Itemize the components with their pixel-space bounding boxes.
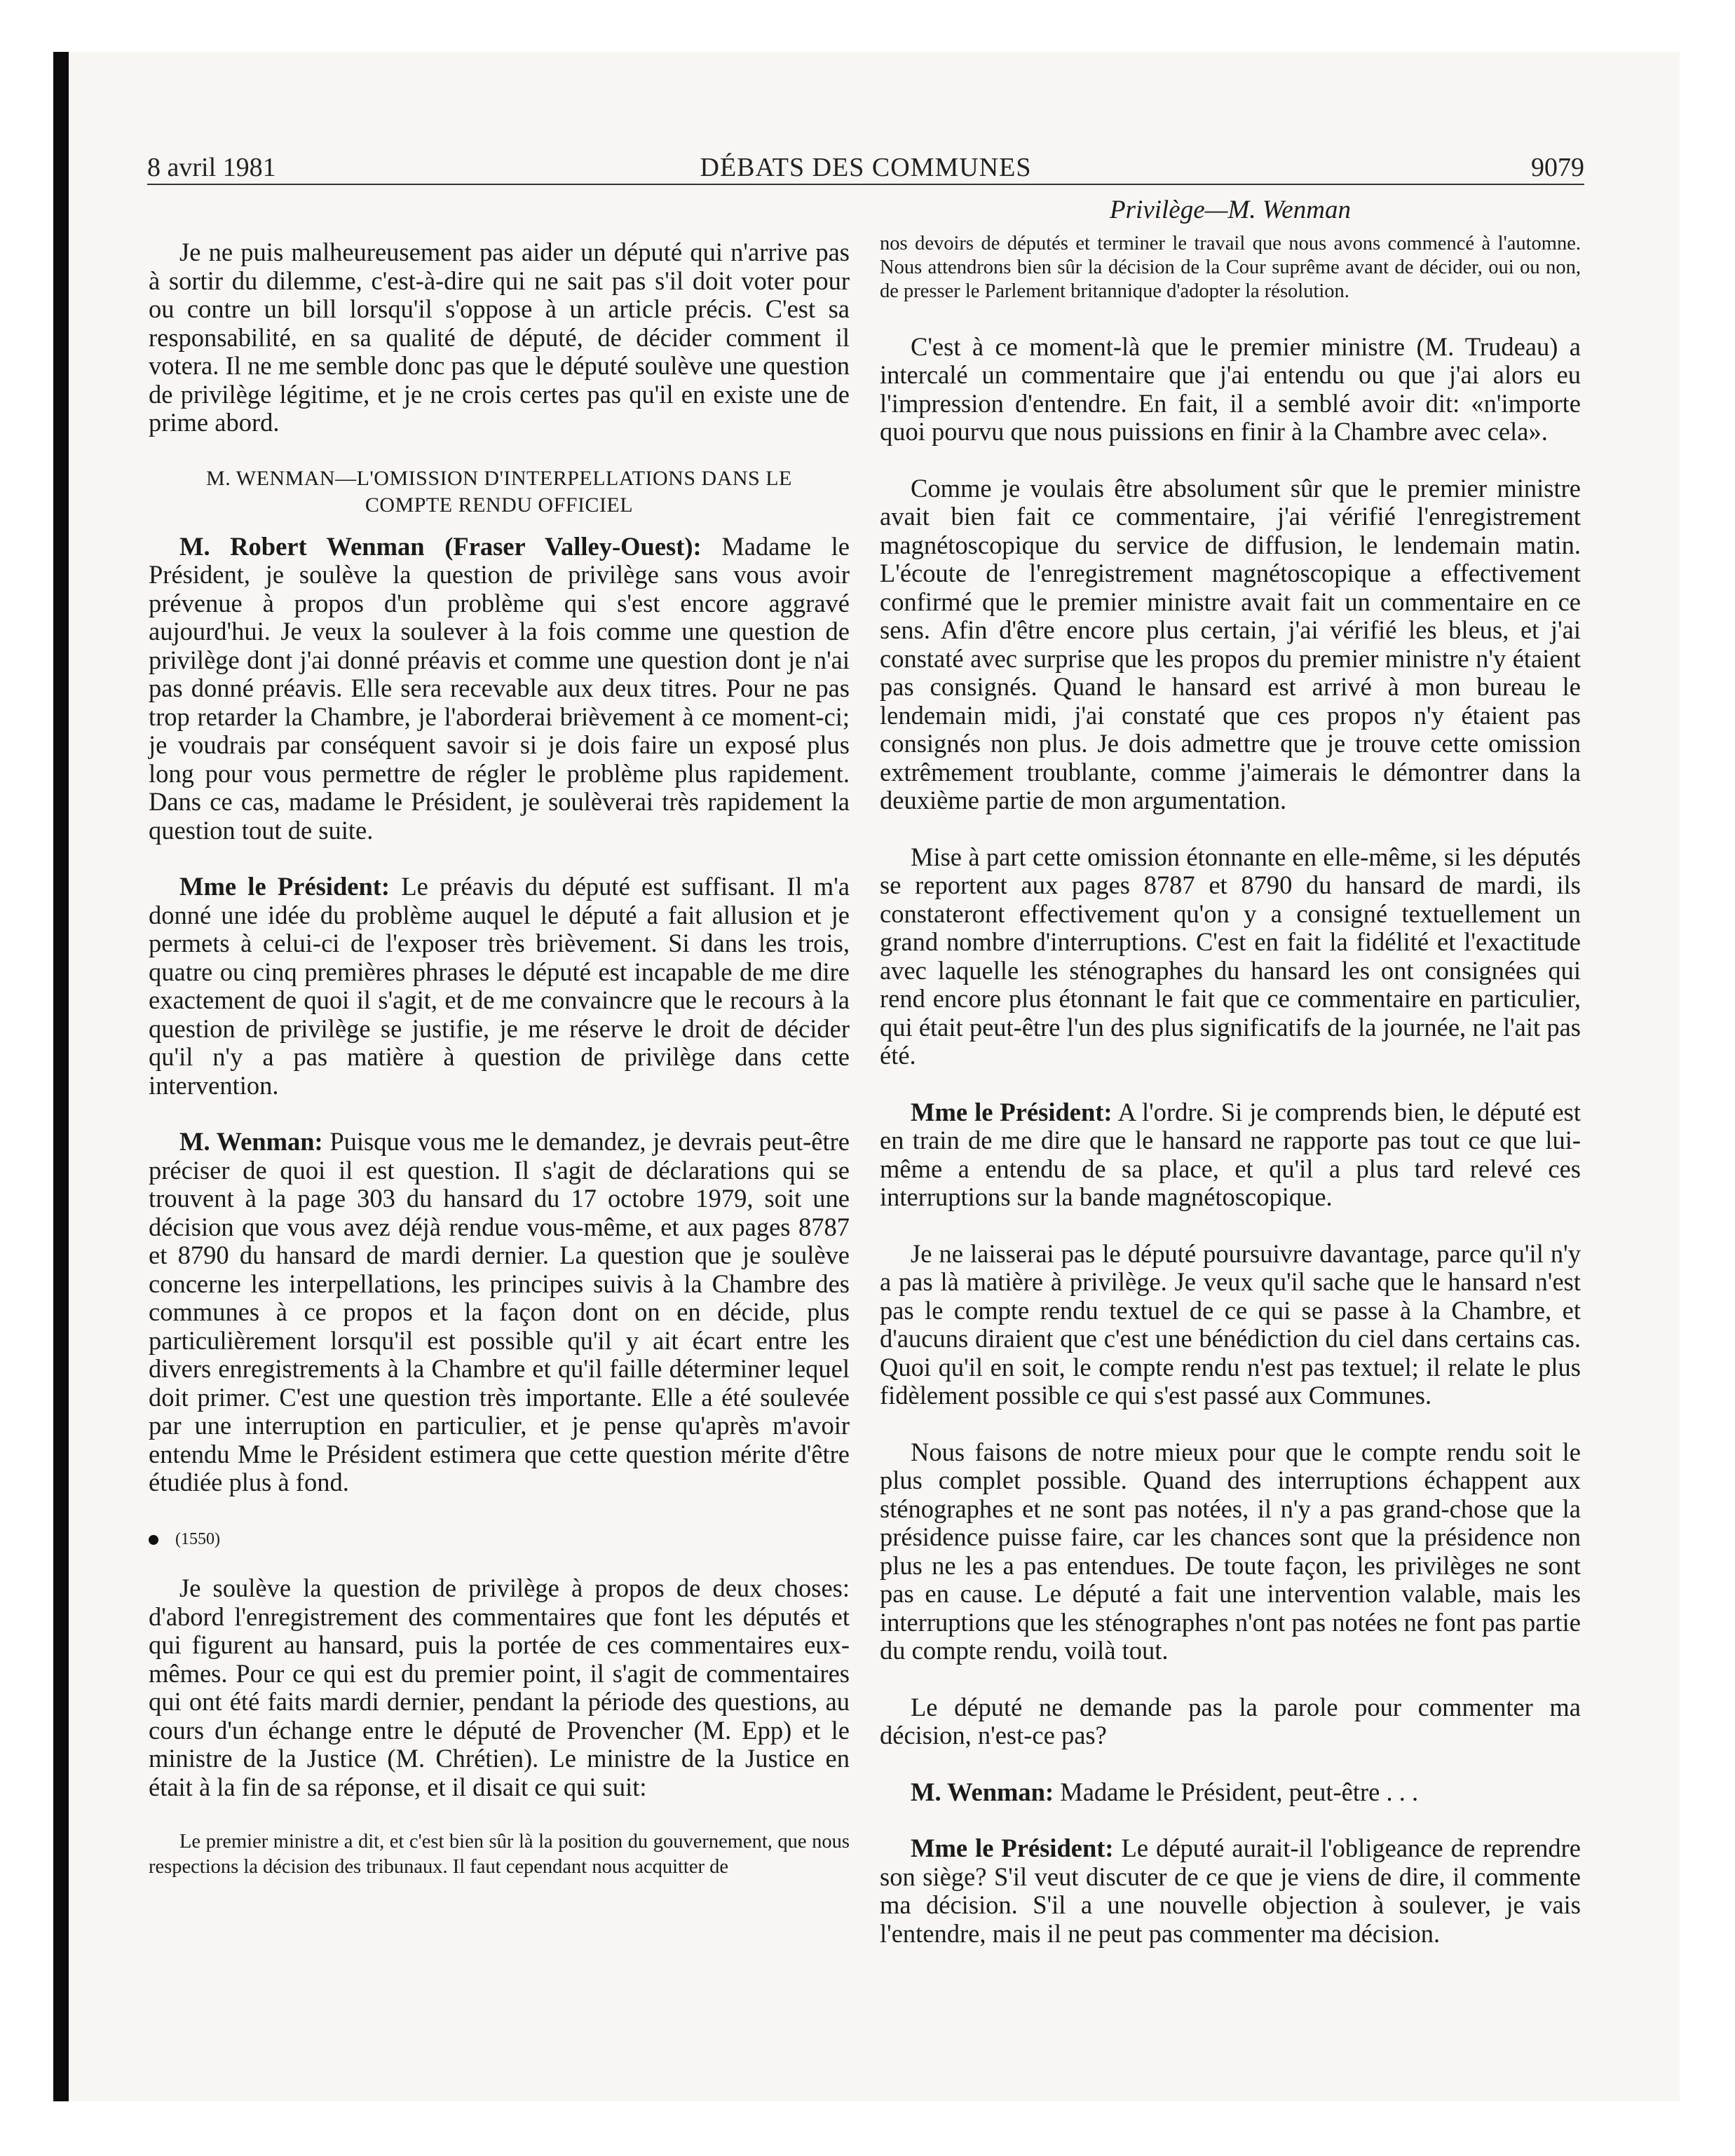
running-head: Privilège—M. Wenman	[1110, 196, 1351, 224]
speech-text: Madame le Président, peut-être . . .	[1054, 1777, 1419, 1806]
paragraph: Le député ne demande pas la parole pour commenter ma décision, n'est-ce pas?	[880, 1692, 1581, 1749]
paragraph: Je soulève la question de privilège à propos de deux choses: d'abord l'enregistrement des commentaires que font les députés et qui figurent au hansard, puis la portée de ces commentaires eux-mêmes. Pour ce qui est du premier point, il s'agit de commentaires qui ont été faits mardi dernier, pendant la période des questions, au cours d'un échange entre le député de Provencher (M. Epp) et le ministre de la Justice (M. Chrétien). Le ministre de la Justice en était à la fin de sa réponse, et il disait ce qui suit:	[149, 1574, 850, 1801]
speech-text: A l'ordre. Si je comprends bien, le député est en train de me dire que le hansard ne rapporte pas tout ce que lui-même a entendu de sa place, et qu'il a plus tard relevé ces interruptions sur la bande magnétoscopique.	[880, 1097, 1581, 1211]
speaker-name: M. Wenman:	[179, 1127, 323, 1156]
block-quote-continued: nos devoirs de députés et terminer le travail que nous avons commencé à l'automne. Nous attendrons bien sûr la décision de la Cour suprême avant de décider, oui ou non, de presser le Parlement britannique d'adopter la résolution.	[880, 232, 1581, 302]
paragraph: Je ne laisserai pas le député poursuivre davantage, parce qu'il n'y a pas là matière à privilège. Je veux qu'il sache que le hansard n'est pas le compte rendu textuel de ce qui se passe à la Chambre, et d'aucuns diraient que c'est une bénédiction du ciel dans certains cas. Quoi qu'il en soit, le compte rendu n'est pas textuel; il relate le plus fidèlement possible ce qui s'est passé aux Communes.	[880, 1239, 1581, 1410]
paragraph: Mise à part cette omission étonnante en elle-même, si les députés se reportent aux pages 8787 et 8790 du hansard de mardi, ils constateront effectivement qu'on y a consigné textuellement un grand nombre d'interruptions. C'est en fait la fidélité et l'exactitude avec laquelle les sténographes du hansard les ont consignées qui rend encore plus étonnant le fait que ce commentaire en particulier, qui était peut-être l'un des plus significatifs de la journée, ne l'ait pas été.	[880, 842, 1581, 1070]
time-marker-text: (1550)	[175, 1529, 220, 1548]
right-column	[880, 196, 1581, 1976]
paragraph	[149, 1128, 850, 1497]
page-header	[147, 150, 1584, 185]
speaker-name: M. Wenman:	[911, 1777, 1054, 1806]
paragraph	[880, 1098, 1581, 1212]
section-heading-line: M. WENMAN—L'OMISSION D'INTERPELLATIONS DANS LE	[206, 466, 792, 490]
paragraph: Comme je voulais être absolument sûr que le premier ministre avait bien fait ce commentaire, j'ai vérifié l'enregistrement magnétoscopique du service de diffusion, le lendemain matin. L'écoute de l'enregistrement magnétoscopique a effectivement confirmé que le premier ministre avait fait un commentaire en ce sens. Afin d'être encore plus certain, j'ai vérifié les bleus, et j'ai constaté avec surprise que les propos du premier ministre n'y étaient pas consignés. Quand le hansard est arrivé à mon bureau le lendemain midi, j'ai constaté que ces propos n'y étaient pas consignés non plus. Je dois admettre que je trouve cette omission extrêmement troublante, comme j'aimerais le démontrer dans la deuxième partie de mon argumentation.	[880, 473, 1581, 814]
time-marker	[149, 1525, 850, 1554]
paragraph	[880, 1834, 1581, 1948]
header-page-number: 9079	[1531, 153, 1584, 182]
paragraph	[149, 873, 850, 1100]
speaker-name: Mme le Président:	[911, 1097, 1113, 1126]
paragraph	[149, 533, 850, 845]
speaker-name: M. Robert Wenman (Fraser Valley-Ouest):	[179, 531, 702, 561]
paragraph: Nous faisons de notre mieux pour que le compte rendu soit le plus complet possible. Quand des interruptions échappent aux sténographes et ne sont pas notées, il n'y a pas grand-chose que la présidence puisse faire, car les chances sont que la présidence non plus ne les a pas entendues. De toute façon, les privilèges ne sont pas en cause. Le député a fait une intervention valable, mais les interruptions que les sténographes n'ont pas notées ne font pas partie du compte rendu, voilà tout.	[880, 1437, 1581, 1665]
speech-text: Puisque vous me le demandez, je devrais peut-être préciser de quoi il est question. Il s'agit de déclarations qui se trouvent à la page 303 du hansard du 17 octobre 1979, soit une décision que vous avez déjà rendue vous-même, et aux pages 8787 et 8790 du hansard de mardi dernier. La question que je soulève concerne les interpellations, les principes suivis à la Chambre des communes à ce propos et la façon dont on en décide, plus particulièrement lorsqu'il est possible qu'il y ait écart entre les divers enregistrements à la Chambre et qu'il faille déterminer lequel doit primer. C'est une question très importante. Elle a été soulevée par une interruption en particulier, et je pense qu'après m'avoir entendu Mme le Président estimera que cette question mérite d'être étudiée plus à fond.	[149, 1127, 850, 1496]
block-quote: Le premier ministre a dit, et c'est bien sûr là la position du gouvernement, que nous respections la décision des tribunaux. Il faut cependant nous acquitter de	[149, 1831, 850, 1878]
paragraph: C'est à ce moment-là que le premier ministre (M. Trudeau) a intercalé un commentaire que j'ai entendu ou que j'ai alors eu l'impression d'entendre. En fait, il a semblé avoir dit: «n'importe quoi pourvu que nous puissions en finir à la Chambre avec cela».	[880, 332, 1581, 446]
speech-text: Le préavis du député est suffisant. Il m'a donné une idée du problème auquel le député a fait allusion et je permets à celui-ci de l'exposer très brièvement. Si dans les trois, quatre ou cinq premières phrases le député est incapable de me dire exactement de quoi il s'agit, et de me convaincre que le recours à la question de privilège se justifie, je me réserve le droit de décider qu'il n'y a pas matière à question de privilège dans cette intervention.	[149, 872, 850, 1100]
left-column	[149, 238, 850, 1880]
speaker-name: Mme le Président:	[179, 872, 390, 901]
section-heading	[149, 465, 850, 519]
bullet-icon	[149, 1535, 158, 1545]
section-heading-line: COMPTE RENDU OFFICIEL	[365, 493, 634, 517]
speaker-name: Mme le Président:	[911, 1834, 1114, 1862]
header-title: DÉBATS DES COMMUNES	[700, 153, 1032, 182]
header-date: 8 avril 1981	[147, 153, 276, 182]
header-rule	[147, 184, 1584, 185]
paragraph: Je ne puis malheureusement pas aider un député qui n'arrive pas à sortir du dilemme, c'est-à-dire qui ne sait pas s'il doit voter pour ou contre un bill lorsqu'il s'oppose à un article précis. C'est sa responsabilité, en sa qualité de député, de décider comment il votera. Il ne me semble donc pas que le député soulève une question de privilège légitime, et je ne crois certes pas qu'il en existe une de prime abord.	[149, 238, 850, 437]
paragraph	[880, 1778, 1581, 1807]
speech-text: Madame le Président, je soulève la question de privilège sans vous avoir prévenue à propos d'un problème qui s'est encore aggravé aujourd'hui. Je veux la soulever à la fois comme une question de privilège dont j'ai donné préavis et comme une question dont je n'ai pas donné préavis. Elle sera recevable aux deux titres. Pour ne pas trop retarder la Chambre, je l'aborderai brièvement à ce moment-ci; je voudrais par conséquent savoir si je dois faire un exposé plus long pour vous permettre de régler le problème plus rapidement. Dans ce cas, madame le Président, je soulèverai très rapidement la question tout de suite.	[149, 531, 850, 845]
speech-text: Le député aurait-il l'obligeance de reprendre son siège? S'il veut discuter de ce que je viens de dire, il commente ma décision. S'il a une nouvelle objection à soulever, je vais l'entendre, mais il ne peut pas commenter ma décision.	[880, 1834, 1581, 1948]
